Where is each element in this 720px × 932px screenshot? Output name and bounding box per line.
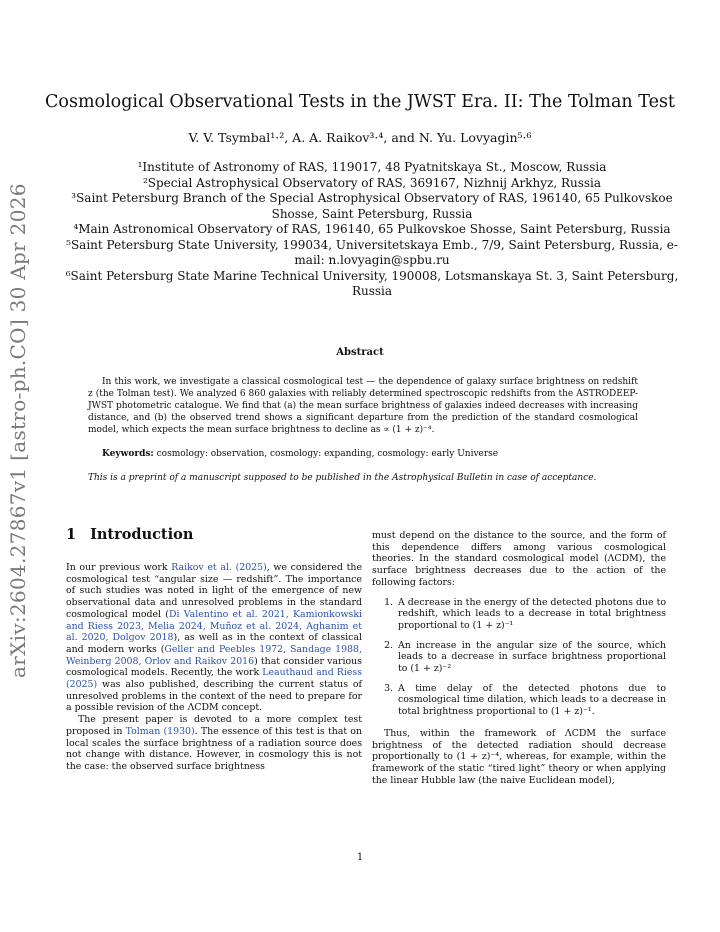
citation-link[interactable]: Di Valentino et al. 2021, Kamionkowski and Riess 2023, Melia 2024, Muñoz et al. 2024, Aghanim et al. 2020, Dolgov 2018 <box>66 608 363 644</box>
citation-link[interactable]: Raikov et al. (2025) <box>171 562 267 573</box>
keywords-label: Keywords: <box>102 449 154 459</box>
paragraph: must depend on the distance to the source, and the form of this dependence differs among various cosmological theories. In the standard cosmological model (ΛCDM), the surface brightness decreases due to the action of the following factors: <box>372 530 666 588</box>
paragraph: Thus, within the framework of ΛCDM the surface brightness of the detected radiation should decrease proportionally to (1 + z)⁻⁴, whereas, for example, within the framework of the static “tired light” theory or when applying the linear Hubble law (the naive Euclidean model), <box>372 727 666 786</box>
preprint-note: This is a preprint of a manuscript supposed to be published in the Astrophysical Bulletin in case of acceptance. <box>88 473 597 483</box>
text-run: was also published, describing the current status of unresolved problems in the context of the need to prepare for a possible revision of the ΛCDM concept. <box>66 679 362 714</box>
affiliation: ³Saint Petersburg Branch of the Special Astrophysical Observatory of RAS, 196140, 65 Pulkovskoe Shosse, Saint Petersburg, Russia <box>71 191 673 221</box>
citation-link[interactable]: Tolman (1930) <box>125 725 195 737</box>
citation-link[interactable]: Geller and Peebles 1972, Sandage 1988, Weinberg 2008, Orlov and Raikov 2016 <box>66 643 362 667</box>
section-heading <box>66 526 207 543</box>
paragraph <box>66 562 362 714</box>
list-item: 1. A decrease in the energy of the detected photons due to redshift, which leads to a decrease in total brightness proportional to (1 + z)⁻¹ <box>396 597 666 632</box>
section-title: Introduction <box>90 526 194 543</box>
keywords <box>102 449 638 459</box>
factor-list <box>372 597 666 718</box>
section-number: 1 <box>66 526 77 543</box>
left-column <box>66 562 362 773</box>
abstract-heading: Abstract <box>336 347 384 358</box>
right-column <box>372 530 666 786</box>
affiliation: ⁴Main Astronomical Observatory of RAS, 196140, 65 Pulkovskoe Shosse, Saint Petersburg, Russia <box>73 222 671 236</box>
abstract-text: In this work, we investigate a classical cosmological test — the dependence of galaxy surface brightness on redshift z (the Tolman test). We analyzed 6 860 galaxies with reliably determined spectroscopic redshifts from the ASTRODEEP-JWST photometric catalogue. We find that (a) the mean surface brightness of galaxies indeed decreases with increasing distance, and (b) the observed trend shows a significant departure from the prediction of the standard cosmological model, which expects the mean surface brightness to decline as ∝ (1 + z)⁻⁴. <box>88 377 638 435</box>
keywords-text: cosmology: observation, cosmology: expanding, cosmology: early Universe <box>156 449 499 459</box>
text-run: , we considered the cosmological test “angular size — redshift”. The importance of such studies was noted in light of the emergence of new observational data and unresolved problems in the standard cosmological model ( <box>66 562 362 620</box>
affiliation: ¹Institute of Astronomy of RAS, 119017, 48 Pyatnitskaya St., Moscow, Russia <box>137 160 607 174</box>
citation-link[interactable]: Leauthaud and Riess (2025) <box>66 667 362 691</box>
text-run: In our previous work <box>66 562 172 573</box>
list-item: 3. A time delay of the detected photons due to cosmological time dilation, which leads to a decrease in total brightness proportional to (1 + z)⁻¹. <box>396 683 666 718</box>
paper-title: Cosmological Observational Tests in the JWST Era. II: The Tolman Test <box>45 92 675 112</box>
arxiv-stamp: arXiv:2604.27867v1 [astro-ph.CO] 30 Apr 2026 <box>6 183 30 678</box>
text-run: ), as well as in the context of classical and modern works ( <box>66 632 363 655</box>
page-number: 1 <box>356 852 364 863</box>
text-run: The present paper is devoted to a more complex test proposed in <box>66 714 362 737</box>
affiliation: ⁶Saint Petersburg State Marine Technical University, 190008, Lotsmanskaya St. 3, Saint Petersburg, Russia <box>65 268 679 298</box>
list-item: 2. An increase in the angular size of the source, which leads to a decrease in surface brightness proportional to (1 + z)⁻² <box>396 640 666 675</box>
paragraph <box>66 714 362 773</box>
affiliation: ²Special Astrophysical Observatory of RAS, 369167, Nizhnij Arkhyz, Russia <box>142 175 602 190</box>
text-run: . The essence of this test is that on local scales the surface brightness of a radiation source does not change with distance. However, in cosmology this is not the case: the observed surface brightness <box>66 725 362 772</box>
affiliation: ⁵Saint Petersburg State University, 199034, Universitetskaya Emb., 7/9, Saint Petersburg, Russia, e-mail: n.lovyagin@spbu.ru <box>66 237 678 267</box>
text-run: ) that consider various cosmological models. Recently, the work <box>66 655 362 679</box>
author-list: V. V. Tsymbal¹·², A. A. Raikov³·⁴, and N. Yu. Lovyagin⁵·⁶ <box>188 130 532 145</box>
affiliations <box>64 160 680 300</box>
